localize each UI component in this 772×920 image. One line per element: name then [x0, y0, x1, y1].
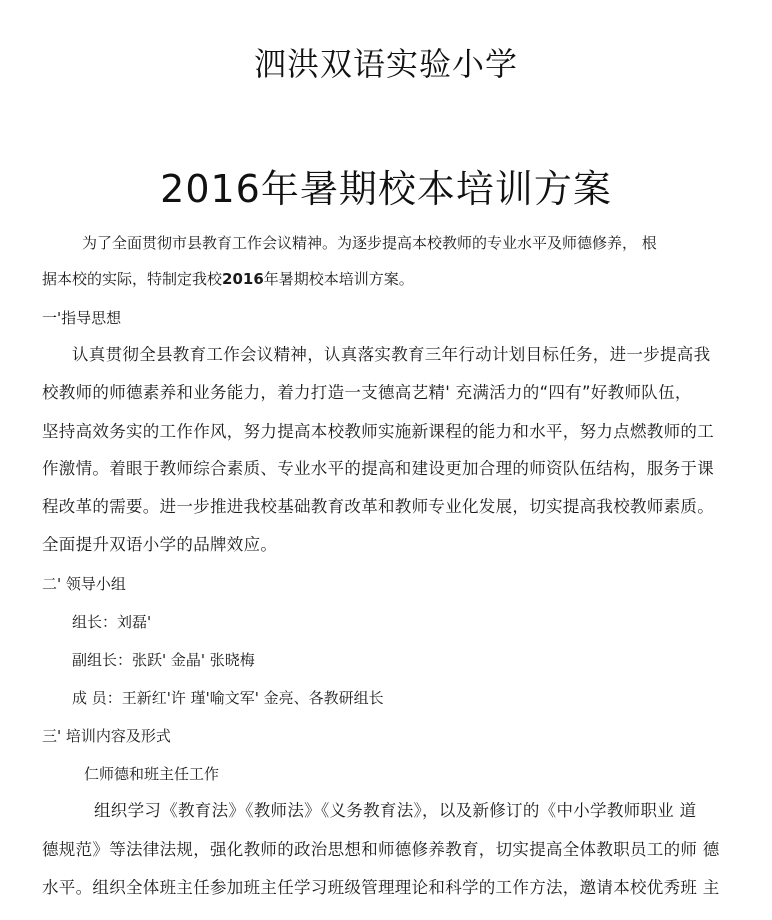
intro-line-2-post: 年暑期校本培训方案。: [263, 270, 414, 288]
group-members: 成 员：王新红'许 瑾'喻文军' 金亮、各教研组长: [72, 689, 384, 707]
section-3-sub-heading: 仁师德和班主任工作: [84, 765, 220, 783]
section-3-line-3: 水平。组织全体班主任参加班主任学习班级管理理论和科学的工作方法，邀请本校优秀班 主: [42, 878, 720, 897]
intro-year: 2016: [222, 270, 264, 288]
section-3-line-1: 组织学习《教育法》《教师法》《义务教育法》，以及新修订的《中小学教师职业 道: [94, 801, 697, 820]
section-1-line-1: 认真贯彻全县教育工作会议精神，认真落实教育三年行动计划目标任务，进一步提高我: [72, 345, 711, 364]
section-3-heading: 三' 培训内容及形式: [42, 727, 171, 745]
section-1-line-2: 校教师的师德素养和业务能力，着力打造一支德高艺精' 充满活力的“四有”好教师队伍，: [42, 383, 692, 402]
intro-line-2-pre: 据本校的实际，特制定我校: [42, 270, 223, 288]
section-2-heading: 二' 领导小组: [42, 575, 126, 593]
section-1-heading: 一'指导思想: [42, 309, 122, 327]
section-1-line-3: 坚持高效务实的工作作风，努力提高本校教师实施新课程的能力和水平，努力点燃教师的工: [42, 422, 714, 441]
group-leader: 组长：刘磊': [72, 613, 152, 631]
section-1-line-5: 程改革的需要。进一步推进我校基础教育改革和教师专业化发展，切实提高我校教师素质。: [42, 497, 714, 516]
school-name: 泗洪双语实验小学: [253, 45, 518, 83]
vice-leaders: 副组长：张跃' 金晶' 张晓梅: [72, 651, 255, 669]
section-1-line-4: 作激情。着眼于教师综合素质、专业水平的提高和建设更加合理的师资队伍结构，服务于课: [42, 459, 714, 478]
intro-line-2: [42, 268, 414, 290]
section-1-line-6: 全面提升双语小学的品牌效应。: [42, 535, 278, 554]
section-3-line-2: 德规范》等法律法规，强化教师的政治思想和师德修养教育，切实提高全体教职员工的师 德: [42, 840, 720, 859]
document-title: 2016年暑期校本培训方案: [160, 167, 612, 211]
intro-line-1: 为了全面贯彻市县教育工作会议精神。为逐步提高本校教师的专业水平及师德修养， 根: [82, 234, 657, 252]
